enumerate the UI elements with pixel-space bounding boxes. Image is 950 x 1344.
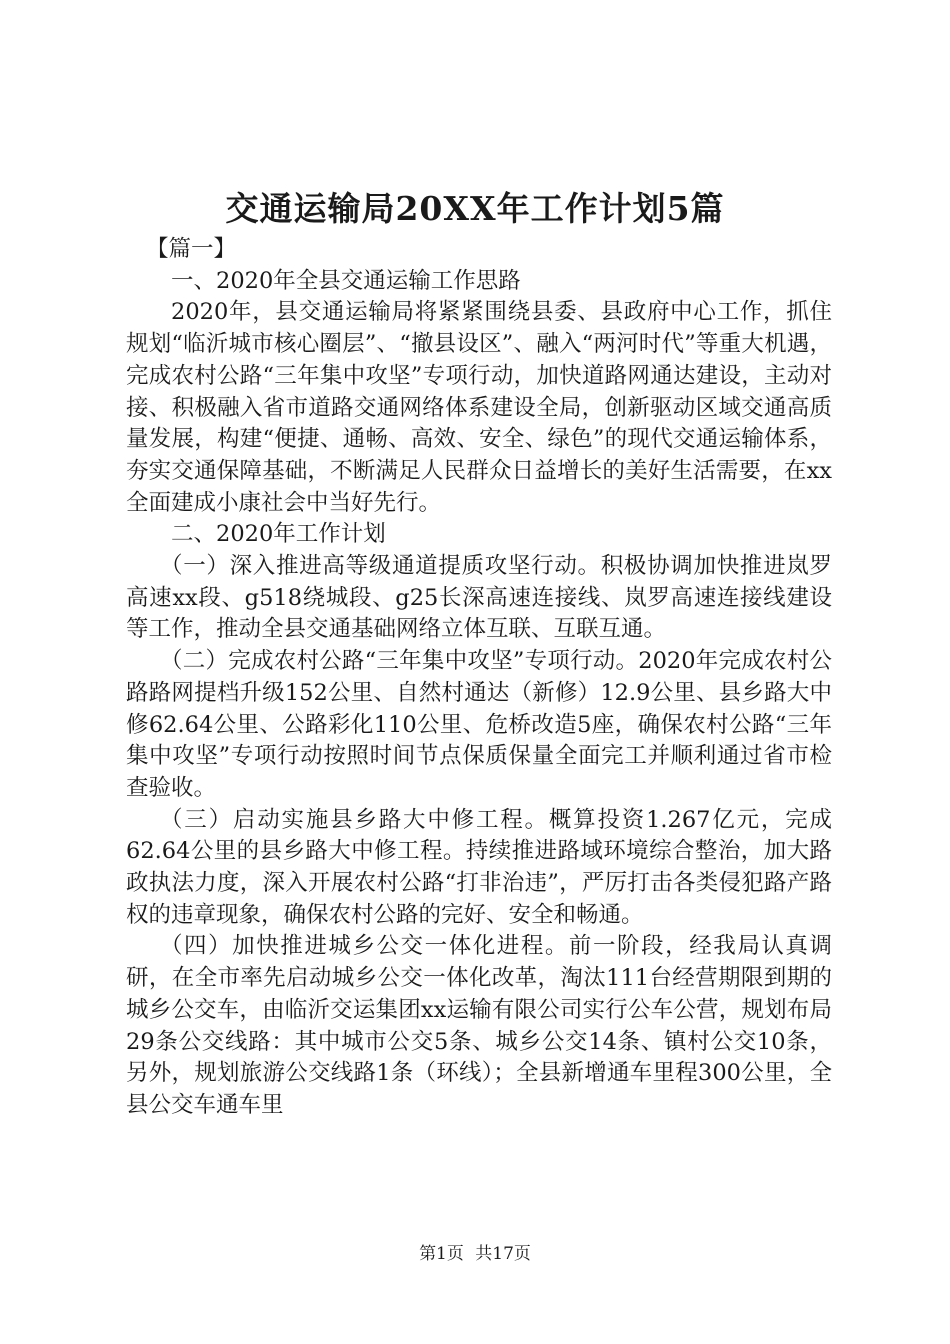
section-marker: 【篇一】 — [146, 236, 237, 262]
page-total: 共17页 — [475, 1244, 531, 1264]
section-heading-1: 一、2020年全县交通运输工作思路 — [171, 267, 521, 294]
paragraph-5: （四）加快推进城乡公交一体化进程。前一阶段，经我局认真调研，在全市率先启动城乡公交一体化改革，淘汰111台经营期限到期的城乡公交车，由临沂交运集团xx运输有限公司实行公车公营，规划布局29条公交线路：其中城市公交5条、城乡公交14条、镇村公交10条，另外，规划旅游公交线路1条（环线）；全县新增通车里程300公里，全县公交车通车里 — [126, 933, 832, 1118]
document-body — [126, 234, 832, 1122]
page-footer — [0, 1242, 950, 1266]
paragraph-1: 2020年，县交通运输局将紧紧围绕县委、县政府中心工作，抓住规划“临沂城市核心圈层”、“撤县设区”、融入“两河时代”等重大机遇，完成农村公路“三年集中攻坚”专项行动，加快道路网通达建设，主动对接、积极融入省市道路交通网络体系建设全局，创新驱动区域交通高质量发展，构建“便捷、通畅、高效、安全、绿色”的现代交通运输体系，夯实交通保障基础，不断满足人民群众日益增长的美好生活需要，在xx全面建成小康社会中当好先行。 — [126, 299, 832, 516]
page-number: 第1页 — [419, 1244, 464, 1264]
section-heading-2: 二、2020年工作计划 — [171, 521, 386, 548]
document-title: 交通运输局20XX年工作计划5篇 — [225, 189, 725, 228]
paragraph-2: （一）深入推进高等级通道提质攻坚行动。积极协调加快推进岚罗高速xx段、g518绕城段、g25长深高速连接线、岚罗高速连接线建设等工作，推动全县交通基础网络立体互联、互联互通。 — [126, 553, 832, 643]
paragraph-3: （二）完成农村公路“三年集中攻坚”专项行动。2020年完成农村公路路网提档升级152公里、自然村通达（新修）12.9公里、县乡路大中修62.64公里、公路彩化110公里、危桥改造5座，确保农村公路“三年集中攻坚”专项行动按照时间节点保质保量全面完工并顺利通过省市检查验收。 — [126, 648, 832, 801]
paragraph-4: （三）启动实施县乡路大中修工程。概算投资1.267亿元，完成62.64公里的县乡路大中修工程。持续推进路域环境综合整治，加大路政执法力度，深入开展农村公路“打非治违”，严厉打击各类侵犯路产路权的违章现象，确保农村公路的完好、安全和畅通。 — [126, 806, 832, 928]
